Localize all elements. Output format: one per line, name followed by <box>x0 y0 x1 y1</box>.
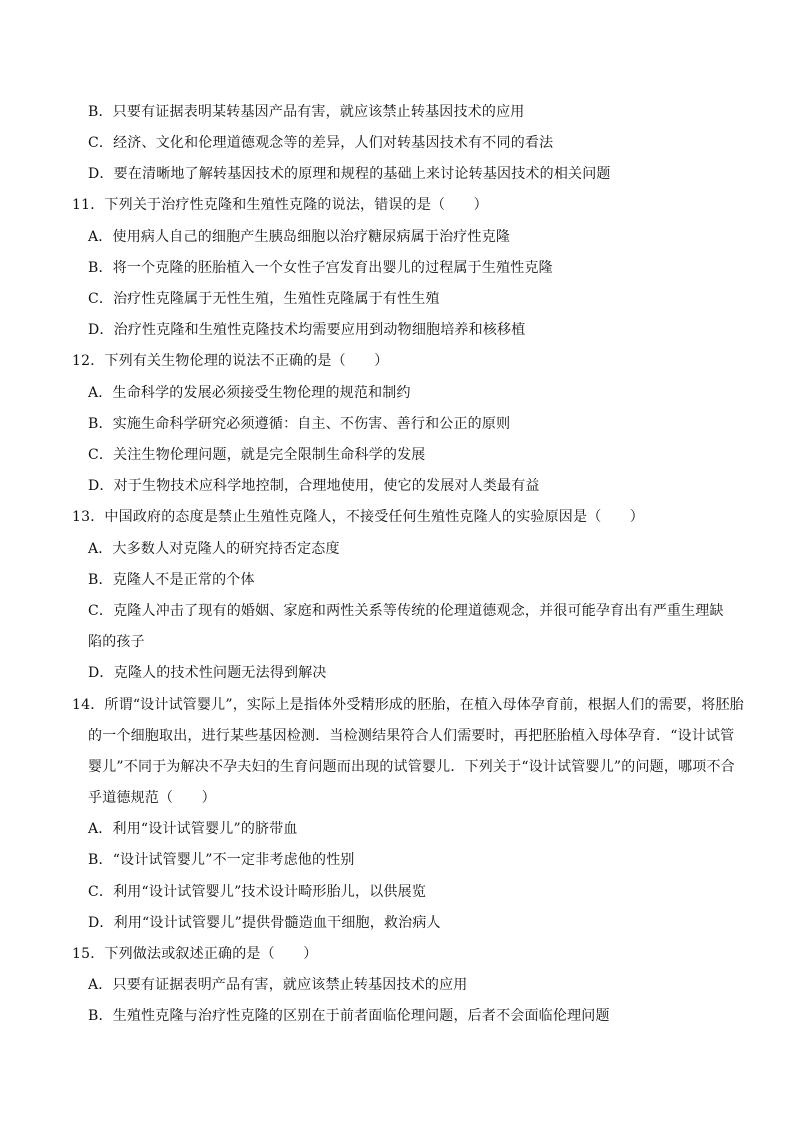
option-14-a: A．利用“设计试管婴儿”的脐带血 <box>88 821 298 837</box>
option-14-b: B．“设计试管婴儿”不一定非考虑他的性别 <box>88 852 355 868</box>
option-12-d: D．对于生物技术应科学地控制，合理地使用，使它的发展对人类最有益 <box>88 478 540 494</box>
option-12-c: C．关注生物伦理问题，就是完全限制生命科学的发展 <box>88 447 426 463</box>
option-15-a: A．只要有证据表明产品有害，就应该禁止转基因技术的应用 <box>88 977 468 993</box>
question-11: 11．下列关于治疗性克隆和生殖性克隆的说法，错误的是（ ） <box>72 197 488 213</box>
question-15: 15．下列做法或叙述正确的是（ ） <box>72 946 318 962</box>
question-14-continuation-3: 乎道德规范（ ） <box>88 790 216 806</box>
option-11-a: A．使用病人自己的细胞产生胰岛细胞以治疗糖尿病属于治疗性克隆 <box>88 229 511 245</box>
option-13-d: D．克隆人的技术性问题无法得到解决 <box>88 665 327 681</box>
option-13-b: B．克隆人不是正常的个体 <box>88 572 255 588</box>
question-14: 14．所谓“设计试管婴儿”，实际上是指体外受精形成的胚胎，在植入母体孕育前，根据人们的需要，将胚胎 <box>72 697 744 713</box>
option-11-c: C．治疗性克隆属于无性生殖，生殖性克隆属于有性生殖 <box>88 291 440 307</box>
option-13-c: C．克隆人冲击了现有的婚姻、家庭和两性关系等传统的伦理道德观念，并很可能孕育出有严重生理缺 <box>88 603 724 619</box>
question-12: 12．下列有关生物伦理的说法不正确的是（ ） <box>72 353 389 369</box>
question-14-continuation-2: 婴儿”不同于为解决不孕夫妇的生育问题而出现的试管婴儿．下列关于“设计试管婴儿”的问题，哪项不合 <box>88 759 735 775</box>
option-10-c: C．经济、文化和伦理道德观念等的差异，人们对转基因技术有不同的看法 <box>88 135 554 151</box>
question-13: 13．中国政府的态度是禁止生殖性克隆人，不接受任何生殖性克隆人的实验原因是（ ） <box>72 509 645 525</box>
option-10-d: D．要在清晰地了解转基因技术的原理和规程的基础上来讨论转基因技术的相关问题 <box>88 166 611 182</box>
option-13-a: A．大多数人对克隆人的研究持否定态度 <box>88 541 340 557</box>
option-13-c-continuation: 陷的孩子 <box>88 634 145 650</box>
option-12-b: B．实施生命科学研究必须遵循：自主、不伤害、善行和公正的原则 <box>88 416 511 432</box>
option-12-a: A．生命科学的发展必须接受生物伦理的规范和制约 <box>88 385 411 401</box>
option-11-d: D．治疗性克隆和生殖性克隆技术均需要应用到动物细胞培养和核移植 <box>88 322 526 338</box>
option-14-c: C．利用“设计试管婴儿”技术设计畸形胎儿，以供展览 <box>88 884 427 900</box>
question-14-continuation-1: 的一个细胞取出，进行某些基因检测．当检测结果符合人们需要时，再把胚胎植入母体孕育．“设计试管 <box>88 728 735 744</box>
option-11-b: B．将一个克隆的胚胎植入一个女性子宫发育出婴儿的过程属于生殖性克隆 <box>88 260 553 276</box>
option-10-b: B．只要有证据表明某转基因产品有害，就应该禁止转基因技术的应用 <box>88 104 525 120</box>
option-14-d: D．利用“设计试管婴儿”提供骨髓造血干细胞，救治病人 <box>88 915 441 931</box>
option-15-b: B．生殖性克隆与治疗性克隆的区别在于前者面临伦理问题，后者不会面临伦理问题 <box>88 1008 610 1024</box>
